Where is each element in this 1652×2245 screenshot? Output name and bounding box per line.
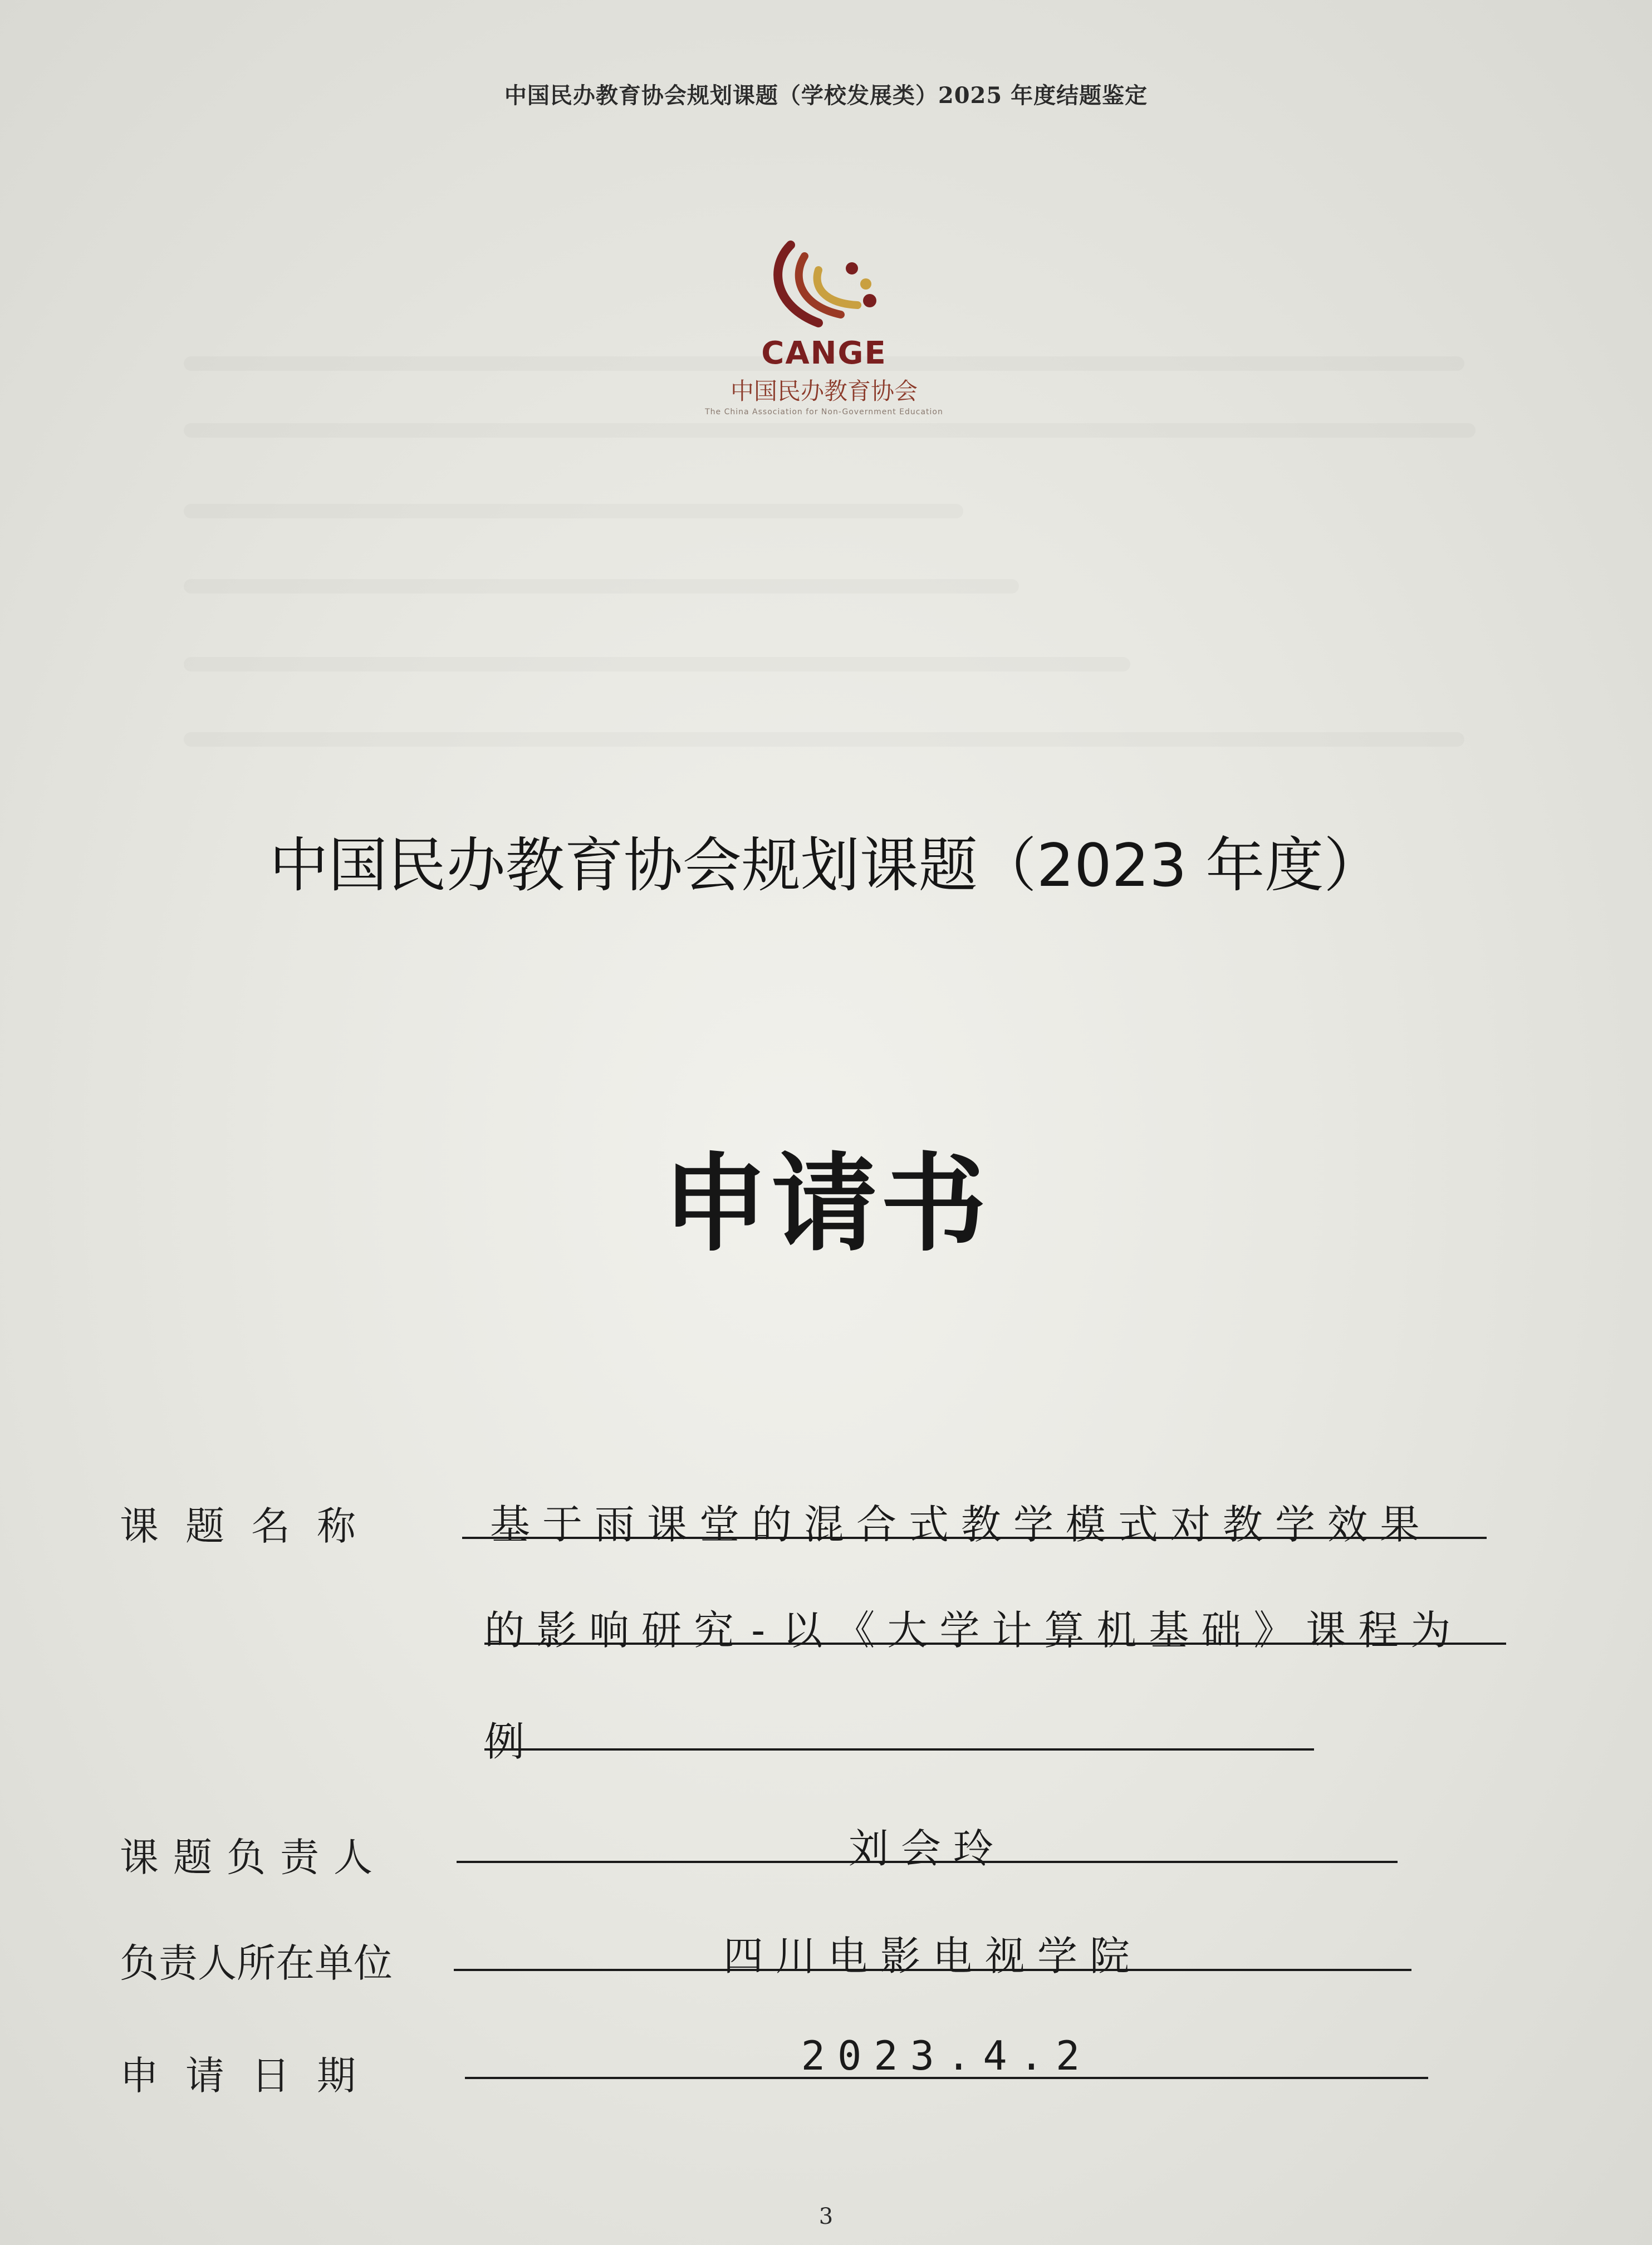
cange-emblem-icon [752, 239, 896, 337]
bleed-through-line [184, 657, 1130, 671]
topic-name-line-1: 基于雨课堂的混合式教学模式对教学效果 [490, 1501, 1433, 1548]
project-leader-label: 课题负责人 [120, 1835, 387, 1880]
running-header: 中国民办教育协会规划课题（学校发展类）2025 年度结题鉴定 [504, 82, 1148, 109]
bleed-through-line [184, 732, 1464, 747]
application-date-underline [465, 2077, 1428, 2079]
application-date-label: 申请日期 [120, 2053, 383, 2099]
topic-name-underline-2 [484, 1643, 1506, 1645]
logo-org-name-en: The China Association for Non-Government Education [705, 408, 943, 416]
leader-unit-underline [454, 1969, 1411, 1971]
topic-name-label: 课题名称 [120, 1503, 383, 1549]
logo-org-name: 中国民办教育协会 [730, 378, 918, 405]
document-type-title: 申请书 [662, 1143, 990, 1266]
leader-unit-value: 四川电影电视学院 [723, 1933, 1142, 1979]
topic-name-underline-1 [462, 1537, 1487, 1539]
cange-logo [696, 239, 952, 423]
bleed-through-line [184, 579, 1019, 594]
project-leader-underline [457, 1861, 1398, 1863]
cover-title: 中国民办教育协会规划课题（2023 年度） [269, 831, 1383, 900]
bleed-through-line [184, 423, 1475, 438]
page-number: 3 [818, 2204, 834, 2229]
topic-name-underline-3 [484, 1748, 1314, 1751]
topic-name-line-3: 例 [484, 1718, 537, 1765]
bleed-through-line [184, 504, 963, 518]
logo-acronym: CANGE [761, 335, 887, 371]
topic-name-line-2: 的影响研究-以《大学计算机基础》课程为 [484, 1607, 1463, 1654]
application-date-value: 2023.4.2 [801, 2032, 1092, 2079]
project-leader-value: 刘会玲 [848, 1825, 1006, 1872]
leader-unit-label: 负责人所在单位 [120, 1940, 393, 1986]
